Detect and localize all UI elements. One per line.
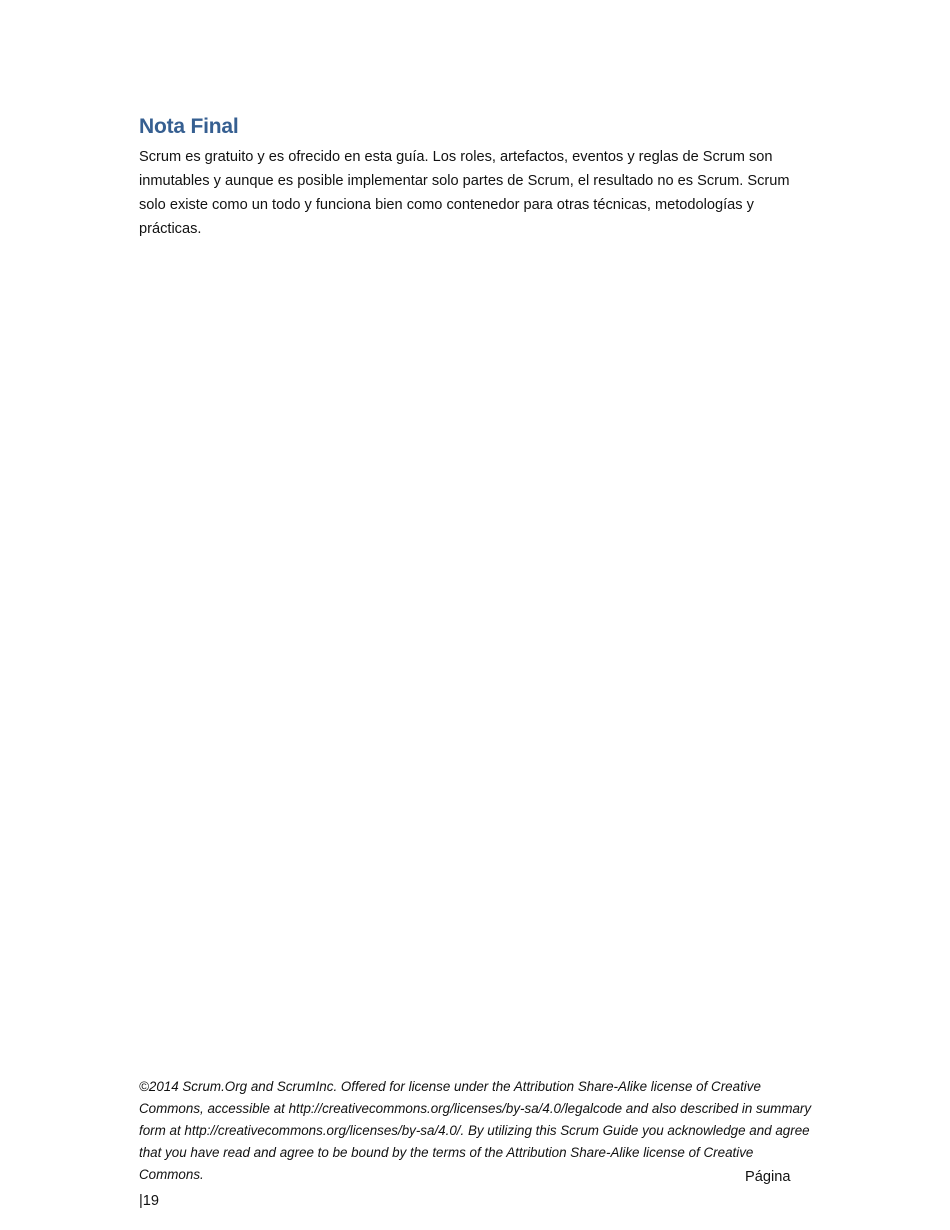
license-footer: ©2014 Scrum.Org and ScrumInc. Offered for license under the Attribution Share-Alike license of Creative Commons, accessible at http://creativecommons.org/licenses/by-sa/4.0/legalcode and also described in summary form at http://creativecommons.org/licenses/by-sa/4.0/. By utilizing this Scrum Guide you acknowledge and agree that you have read and agree to be bound by the terms of the Attribution Share-Alike license of Creative Commons. [139,1079,812,1182]
page-number: |19 [139,1193,160,1209]
page-label: Página [745,1169,791,1185]
section-heading: Nota Final [139,115,239,138]
section-paragraph: Scrum es gratuito y es ofrecido en esta guía. Los roles, artefactos, eventos y reglas de Scrum son inmutables y aunque es posible implementar solo partes de Scrum, el resultado no es Scrum. Scrum solo existe como un todo y funciona bien como contenedor para otras técnicas, metodologías y prácticas. [139,149,790,237]
